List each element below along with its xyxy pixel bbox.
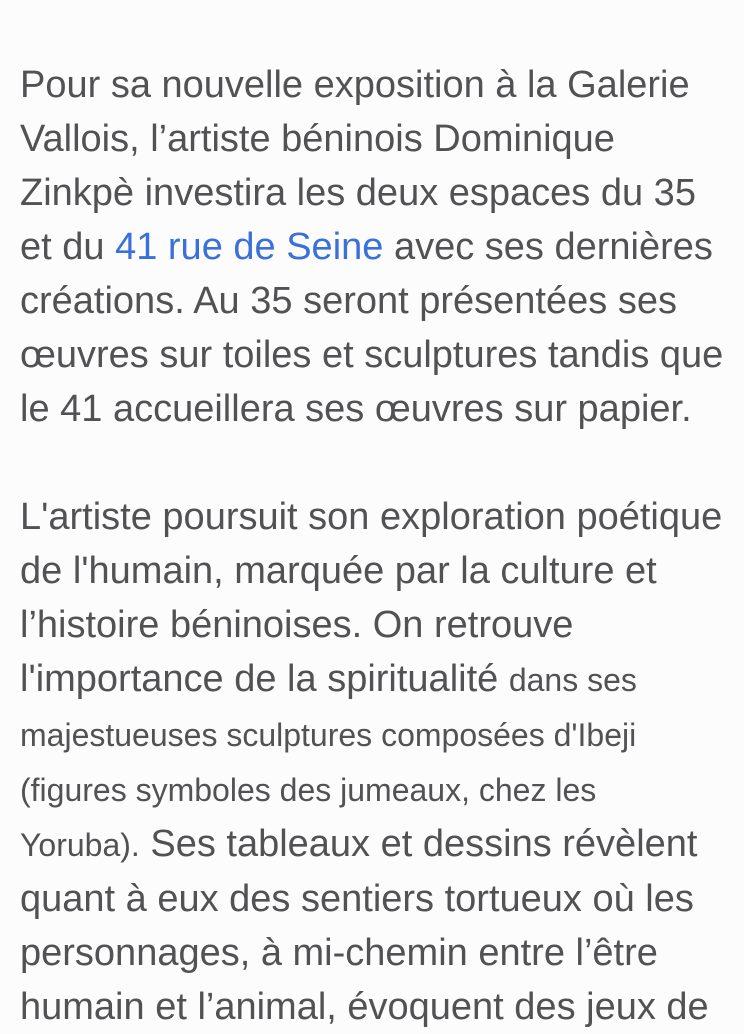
text-segment: avec ses dernières créations. Au 35 seront présentées ses œuvres sur toiles et sculptures tandis que le 41 accueillera ses œuvres sur papier. [20,226,724,430]
text-segment: L'artiste poursuit son exploration poétique de l'humain, marquée par la culture et l’histoire béninoises. On retrouve l'importance de la spiritualité [20,496,723,700]
text-segment-small: dans ses majestueuses sculptures composées d'Ibeji (figures symboles des jumeaux, chez les Yoruba). [20,662,637,863]
text-segment: Ses tableaux et dessins révèlent quant à eux des sentiers tortueux où les personnages, à mi-chemin entre l’être humain et l’animal, évoquent des jeux de [20,823,709,1028]
rue-de-seine-link[interactable]: 41 rue de Seine [115,226,384,268]
description-paragraph [20,490,724,1034]
text-segment: Pour sa nouvelle exposition à la Galerie Vallois, l’artiste béninois Dominique Zinkpè investira les deux espaces du 35 et du [20,64,696,268]
intro-paragraph [20,58,724,436]
